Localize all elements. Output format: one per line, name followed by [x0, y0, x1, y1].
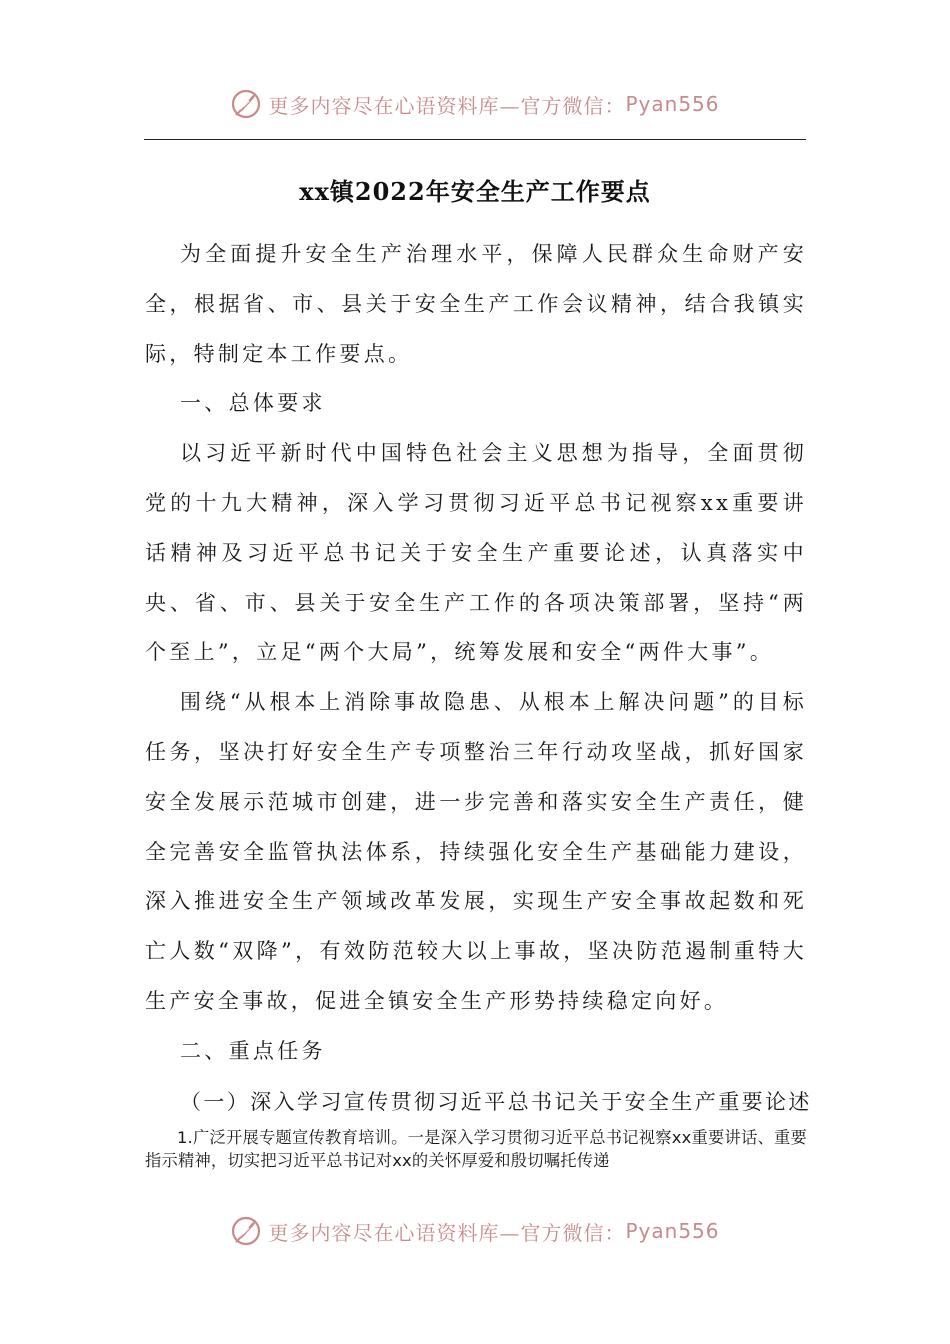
watermark-wechat-id: Pyan556 [625, 92, 720, 116]
intro-paragraph: 为全面提升安全生产治理水平，保障人民群众生命财产安全，根据省、市、县关于安全生产工作会议精神，结合我镇实际，特制定本工作要点。 [145, 242, 807, 366]
watermark-wechat-id: Pyan556 [625, 1219, 720, 1243]
quill-logo-icon [230, 87, 264, 121]
document-body [145, 230, 807, 1077]
watermark-text: 更多内容尽在心语资料库—官方微信： [268, 1220, 626, 1245]
subsection-heading-1: （一）深入学习宣传贯彻习近平总书记关于安全生产重要论述 [180, 1090, 812, 1114]
watermark-text: 更多内容尽在心语资料库—官方微信： [268, 93, 626, 118]
document-title: xx镇2022年安全生产工作要点 [299, 177, 651, 206]
header-rule [144, 139, 806, 140]
general-requirements-paragraph-1: 以习近平新时代中国特色社会主义思想为指导，全面贯彻党的十九大精神，深入学习贯彻习近平总书记视察xx重要讲话精神及习近平总书记关于安全生产重要论述，认真落实中央、省、市、县关于安全生产工作的各项决策部署，坚持“两个至上”，立足“两个大局”，统筹发展和安全“两件大事”。 [145, 441, 807, 665]
task-item-1-paragraph: 1.广泛开展专题宣传教育培训。一是深入学习贯彻习近平总书记视察xx重要讲话、重要指示精神，切实把习近平总书记对xx的关怀厚爱和殷切嘱托传递 [145, 1128, 807, 1170]
quill-logo-icon [230, 1214, 264, 1248]
footer-watermark [0, 1211, 950, 1251]
section-heading-key-tasks: 二、重点任务 [180, 1038, 326, 1063]
general-requirements-paragraph-2: 围绕“从根本上消除事故隐患、从根本上解决问题”的目标任务，坚决打好安全生产专项整治三年行动攻坚战，抓好国家安全发展示范城市创建，进一步完善和落实安全生产责任，健全完善安全监管执法体系，持续强化安全生产基础能力建设，深入推进安全生产领域改革发展，实现生产安全事故起数和死亡人数“双降”，有效防范较大以上事故，坚决防范遏制重特大生产安全事故，促进全镇安全生产形势持续稳定向好。 [145, 690, 807, 1013]
header-watermark [0, 84, 950, 124]
section-heading-general-requirements: 一、总体要求 [180, 391, 326, 416]
